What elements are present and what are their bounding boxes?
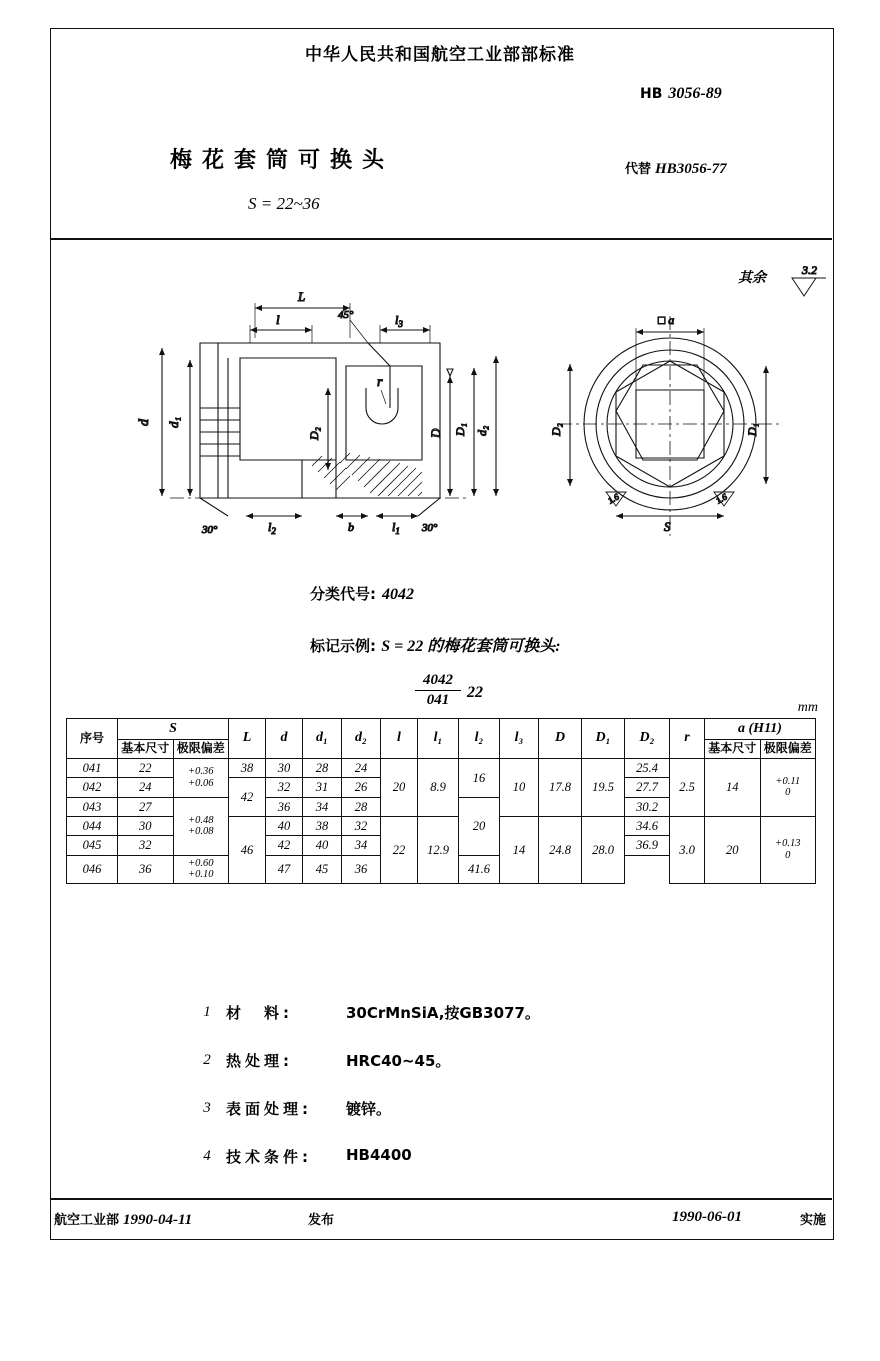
classification-label: 分类代号: — [310, 585, 376, 603]
note-index: 4 — [203, 1148, 211, 1164]
cell-S-tol: +0.60 +0.10 — [173, 855, 229, 883]
technical-drawing — [50, 248, 832, 568]
cell-seq: 046 — [67, 855, 118, 883]
cell-a: 14 — [705, 758, 761, 816]
cell-S-tol: +0.48 +0.08 — [173, 797, 229, 855]
note-label: 材 料: — [226, 1004, 293, 1022]
cell-S: 27 — [118, 797, 174, 816]
cell-S: 36 — [118, 855, 174, 883]
marking-size: 22 — [467, 684, 483, 701]
cell-l: 20 — [381, 758, 418, 816]
cell-D1: 19.5 — [582, 758, 625, 816]
cell-L: 38 — [229, 758, 266, 777]
cell-l1: 12.9 — [418, 817, 459, 884]
classification-value: 4042 — [382, 586, 414, 603]
svg-text:30°: 30° — [422, 522, 438, 534]
cell-d2: 26 — [342, 778, 381, 797]
cell-d1: 40 — [303, 836, 342, 855]
classification-caption — [310, 583, 414, 604]
footer-effective-label: 实施 — [799, 1213, 826, 1228]
cell-d1: 34 — [303, 797, 342, 816]
cell-a-tol: +0.11 0 — [760, 758, 816, 816]
cell-d2: 28 — [342, 797, 381, 816]
fraction-bar — [415, 690, 461, 691]
cell-D: 17.8 — [539, 758, 582, 816]
footer-issuer-block — [54, 1209, 196, 1229]
cell-L: 42 — [229, 778, 266, 817]
standard-label: HB — [640, 86, 663, 102]
marking-label: 标记示例: — [310, 637, 376, 655]
svg-text:□ a: □ a — [658, 313, 675, 327]
svg-text:L: L — [298, 289, 306, 304]
cell-S: 30 — [118, 817, 174, 836]
svg-text:d: d — [137, 419, 152, 426]
marking-denominator: 041 — [426, 692, 450, 708]
table-header-row-1 — [67, 719, 816, 740]
th-a-limit: 极限偏差 — [760, 740, 816, 759]
svg-text:l1: $l_1$ — [392, 520, 400, 536]
cell-r: 3.0 — [670, 817, 705, 884]
dimension-table — [66, 718, 816, 884]
svg-text:D: D — [428, 428, 443, 438]
marking-numerator: 4042 — [423, 672, 453, 688]
th-seq: 序号 — [67, 719, 118, 759]
th-d2: d₂ — [342, 719, 381, 759]
cell-r: 2.5 — [670, 758, 705, 816]
cell-D2: 36.9 — [625, 836, 670, 855]
cell-D: 24.8 — [539, 817, 582, 884]
notes-list — [196, 1000, 756, 1192]
cell-S: 22 — [118, 758, 174, 777]
cell-d: 30 — [266, 758, 303, 777]
cell-l3: 10 — [500, 758, 539, 816]
cell-D2: 30.2 — [625, 797, 670, 816]
svg-text:l3: $l_3$ — [395, 313, 403, 329]
svg-text:45°: 45° — [338, 309, 354, 321]
svg-text:r: r — [377, 375, 383, 390]
th-r: r — [670, 719, 705, 759]
note-label: 表面处理: — [226, 1100, 312, 1118]
svg-text:1.6: 1.6 — [606, 491, 621, 506]
th-l3: l₃ — [500, 719, 539, 759]
replaces-code: HB3056-77 — [655, 161, 727, 177]
note-label: 热处理: — [226, 1052, 293, 1070]
th-l1: l₁ — [418, 719, 459, 759]
svg-text:D₂: D₂ — [549, 423, 563, 436]
note-label: 技术条件: — [226, 1148, 312, 1166]
marking-value: S = 22 的梅花套筒可换头: — [381, 638, 561, 655]
cell-S: 32 — [118, 836, 174, 855]
cell-seq: 042 — [67, 778, 118, 797]
svg-text:S: S — [664, 519, 671, 534]
cell-d1: 38 — [303, 817, 342, 836]
th-l2: l₂ — [459, 719, 500, 759]
note-value: HB4400 — [346, 1146, 412, 1164]
cell-a-tol: +0.13 0 — [760, 817, 816, 884]
th-d: d — [266, 719, 303, 759]
cell-d1: 28 — [303, 758, 342, 777]
table-unit: mm — [797, 700, 818, 715]
svg-text:1.6: 1.6 — [714, 491, 729, 506]
cell-D2: 27.7 — [625, 778, 670, 797]
cell-d: 32 — [266, 778, 303, 797]
svg-text:30°: 30° — [202, 524, 218, 536]
surface-note-label: 其余 — [738, 271, 766, 286]
marking-designation — [415, 672, 483, 709]
note-index: 2 — [203, 1052, 211, 1068]
cell-d1: 31 — [303, 778, 342, 797]
th-D2: D₂ — [625, 719, 670, 759]
drawing-svg — [50, 248, 832, 568]
svg-text:D₂: D₂ — [307, 427, 321, 440]
th-D1: D₁ — [582, 719, 625, 759]
cell-d: 36 — [266, 797, 303, 816]
standard-number — [640, 85, 722, 103]
note-value: 30CrMnSiA,按GB3077。 — [346, 1004, 540, 1022]
svg-text:d₂: d₂ — [475, 425, 489, 436]
th-l: l — [381, 719, 418, 759]
cell-l3: 14 — [500, 817, 539, 884]
cell-D2: 34.6 — [625, 817, 670, 836]
replaces-note — [625, 158, 727, 178]
cell-S-tol: +0.36 +0.06 — [173, 758, 229, 797]
cell-seq: 041 — [67, 758, 118, 777]
cell-D2: 25.4 — [625, 758, 670, 777]
marking-example-caption — [310, 633, 561, 656]
note-item — [196, 1096, 756, 1144]
cell-d2: 34 — [342, 836, 381, 855]
cell-seq: 044 — [67, 817, 118, 836]
th-d1: d₁ — [303, 719, 342, 759]
svg-text:d₁: d₁ — [166, 416, 181, 428]
note-item — [196, 1144, 756, 1192]
footer-publish-label: 发布 — [308, 1213, 335, 1228]
cell-l: 22 — [381, 817, 418, 884]
note-item — [196, 1048, 756, 1096]
th-S: S — [118, 719, 229, 740]
cell-seq: 043 — [67, 797, 118, 816]
cell-S: 24 — [118, 778, 174, 797]
svg-text:l: l — [276, 312, 280, 327]
page-title: 中华人民共和国航空工业部部标准 — [305, 45, 575, 65]
cell-l1: 8.9 — [418, 758, 459, 816]
svg-text:D₁: D₁ — [745, 423, 759, 436]
cell-d2: 36 — [342, 855, 381, 883]
header-divider — [50, 238, 832, 240]
th-D: D — [539, 719, 582, 759]
cell-a: 20 — [705, 817, 761, 884]
footer — [50, 1205, 832, 1235]
svg-text:b: b — [348, 520, 354, 534]
cell-d: 42 — [266, 836, 303, 855]
note-value: HRC40~45。 — [346, 1052, 451, 1070]
table-row — [67, 758, 816, 777]
cell-d: 40 — [266, 817, 303, 836]
cell-D2: 41.6 — [459, 855, 500, 883]
note-value: 镀锌。 — [346, 1100, 392, 1118]
note-item — [196, 1000, 756, 1048]
replaces-label: 代替 — [625, 162, 652, 177]
cell-l2: 16 — [459, 758, 500, 797]
subtitle-range: S = 22~36 — [248, 194, 320, 213]
cell-d1: 45 — [303, 855, 342, 883]
th-S-limit: 极限偏差 — [173, 740, 229, 759]
th-L: L — [229, 719, 266, 759]
cell-D1: 28.0 — [582, 817, 625, 884]
th-S-basic: 基本尺寸 — [118, 740, 174, 759]
cell-d: 47 — [266, 855, 303, 883]
cell-d2: 32 — [342, 817, 381, 836]
svg-text:l2: $l_2$ — [268, 520, 276, 536]
cell-d2: 24 — [342, 758, 381, 777]
footer-issue-date: 1990-04-11 — [123, 1212, 193, 1228]
note-index: 3 — [203, 1100, 211, 1116]
main-title: 梅花套筒可换头 — [170, 148, 395, 173]
footer-issuer: 航空工业部 — [54, 1213, 120, 1228]
th-a-basic: 基本尺寸 — [705, 740, 761, 759]
svg-text:3.2: 3.2 — [802, 263, 817, 277]
svg-text:D₁: D₁ — [453, 423, 467, 436]
footer-divider — [50, 1198, 832, 1200]
standard-code: 3056-89 — [668, 85, 722, 102]
th-a: a (H11) — [705, 719, 816, 740]
cell-seq: 045 — [67, 836, 118, 855]
footer-effective-date: 1990-06-01 — [672, 1209, 742, 1225]
cell-l2: 20 — [459, 797, 500, 855]
note-index: 1 — [203, 1004, 211, 1020]
cell-L: 46 — [229, 817, 266, 884]
